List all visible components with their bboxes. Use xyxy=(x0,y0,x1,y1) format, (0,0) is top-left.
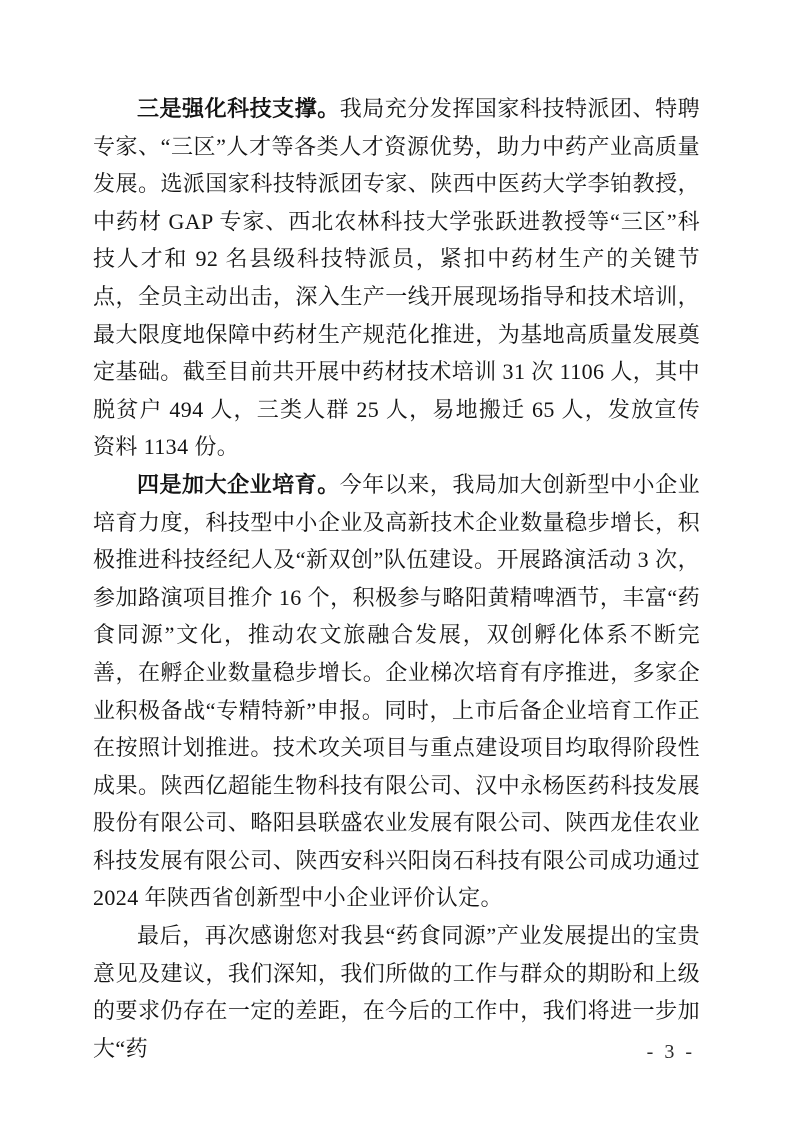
paragraph-body: 最后，再次感谢您对我县“药食同源”产业发展提出的宝贵意见及建议，我们深知，我们所做的工作与群众的期盼和上级的要求仍存在一定的差距，在今后的工作中，我们将进一步加大“药 xyxy=(93,923,700,1061)
paragraph-body: 我局充分发挥国家科技特派团、特聘专家、“三区”人才等各类人才资源优势，助力中药产业高质量发展。选派国家科技特派团专家、陕西中医药大学李铂教授，中药材 GAP 专家、西北农林科技大学张跃进教授等“三区”科技人才和 92 名县级科技特派员，紧扣中药材生产的关键节点，全员主动出击，深入生产一线开展现场指导和技术培训，最大限度地保障中药材生产规范化推进，为基地高质量发展奠定基础。截至目前共开展中药材技术培训 31 次 1106 人，其中脱贫户 494 人，三类人群 25 人，易地搬迁 65 人，发放宣传资料 1134 份。 xyxy=(93,96,701,460)
paragraph xyxy=(93,466,700,917)
page-number: - 3 - xyxy=(646,1041,695,1063)
document-body xyxy=(93,90,700,1067)
paragraph-lead: 四是加大企业培育。 xyxy=(137,471,340,497)
paragraph xyxy=(93,90,700,466)
paragraph xyxy=(93,917,700,1067)
paragraph-body: 今年以来，我局加大创新型中小企业培育力度，科技型中小企业及高新技术企业数量稳步增长，积极推进科技经纪人及“新双创”队伍建设。开展路演活动 3 次，参加路演项目推介 16 个，积极参与略阳黄精啤酒节，丰富“药食同源”文化，推动农文旅融合发展，双创孵化体系不断完善，在孵企业数量稳步增长。企业梯次培育有序推进，多家企业积极备战“专精特新”申报。同时，上市后备企业培育工作正在按照计划推进。技术攻关项目与重点建设项目均取得阶段性成果。陕西亿超能生物科技有限公司、汉中永杨医药科技发展股份有限公司、略阳县联盛农业发展有限公司、陕西龙佳农业科技发展有限公司、陕西安科兴阳岗石科技有限公司成功通过 2024 年陕西省创新型中小企业评价认定。 xyxy=(93,471,701,911)
paragraph-lead: 三是强化科技支撑。 xyxy=(137,96,340,121)
